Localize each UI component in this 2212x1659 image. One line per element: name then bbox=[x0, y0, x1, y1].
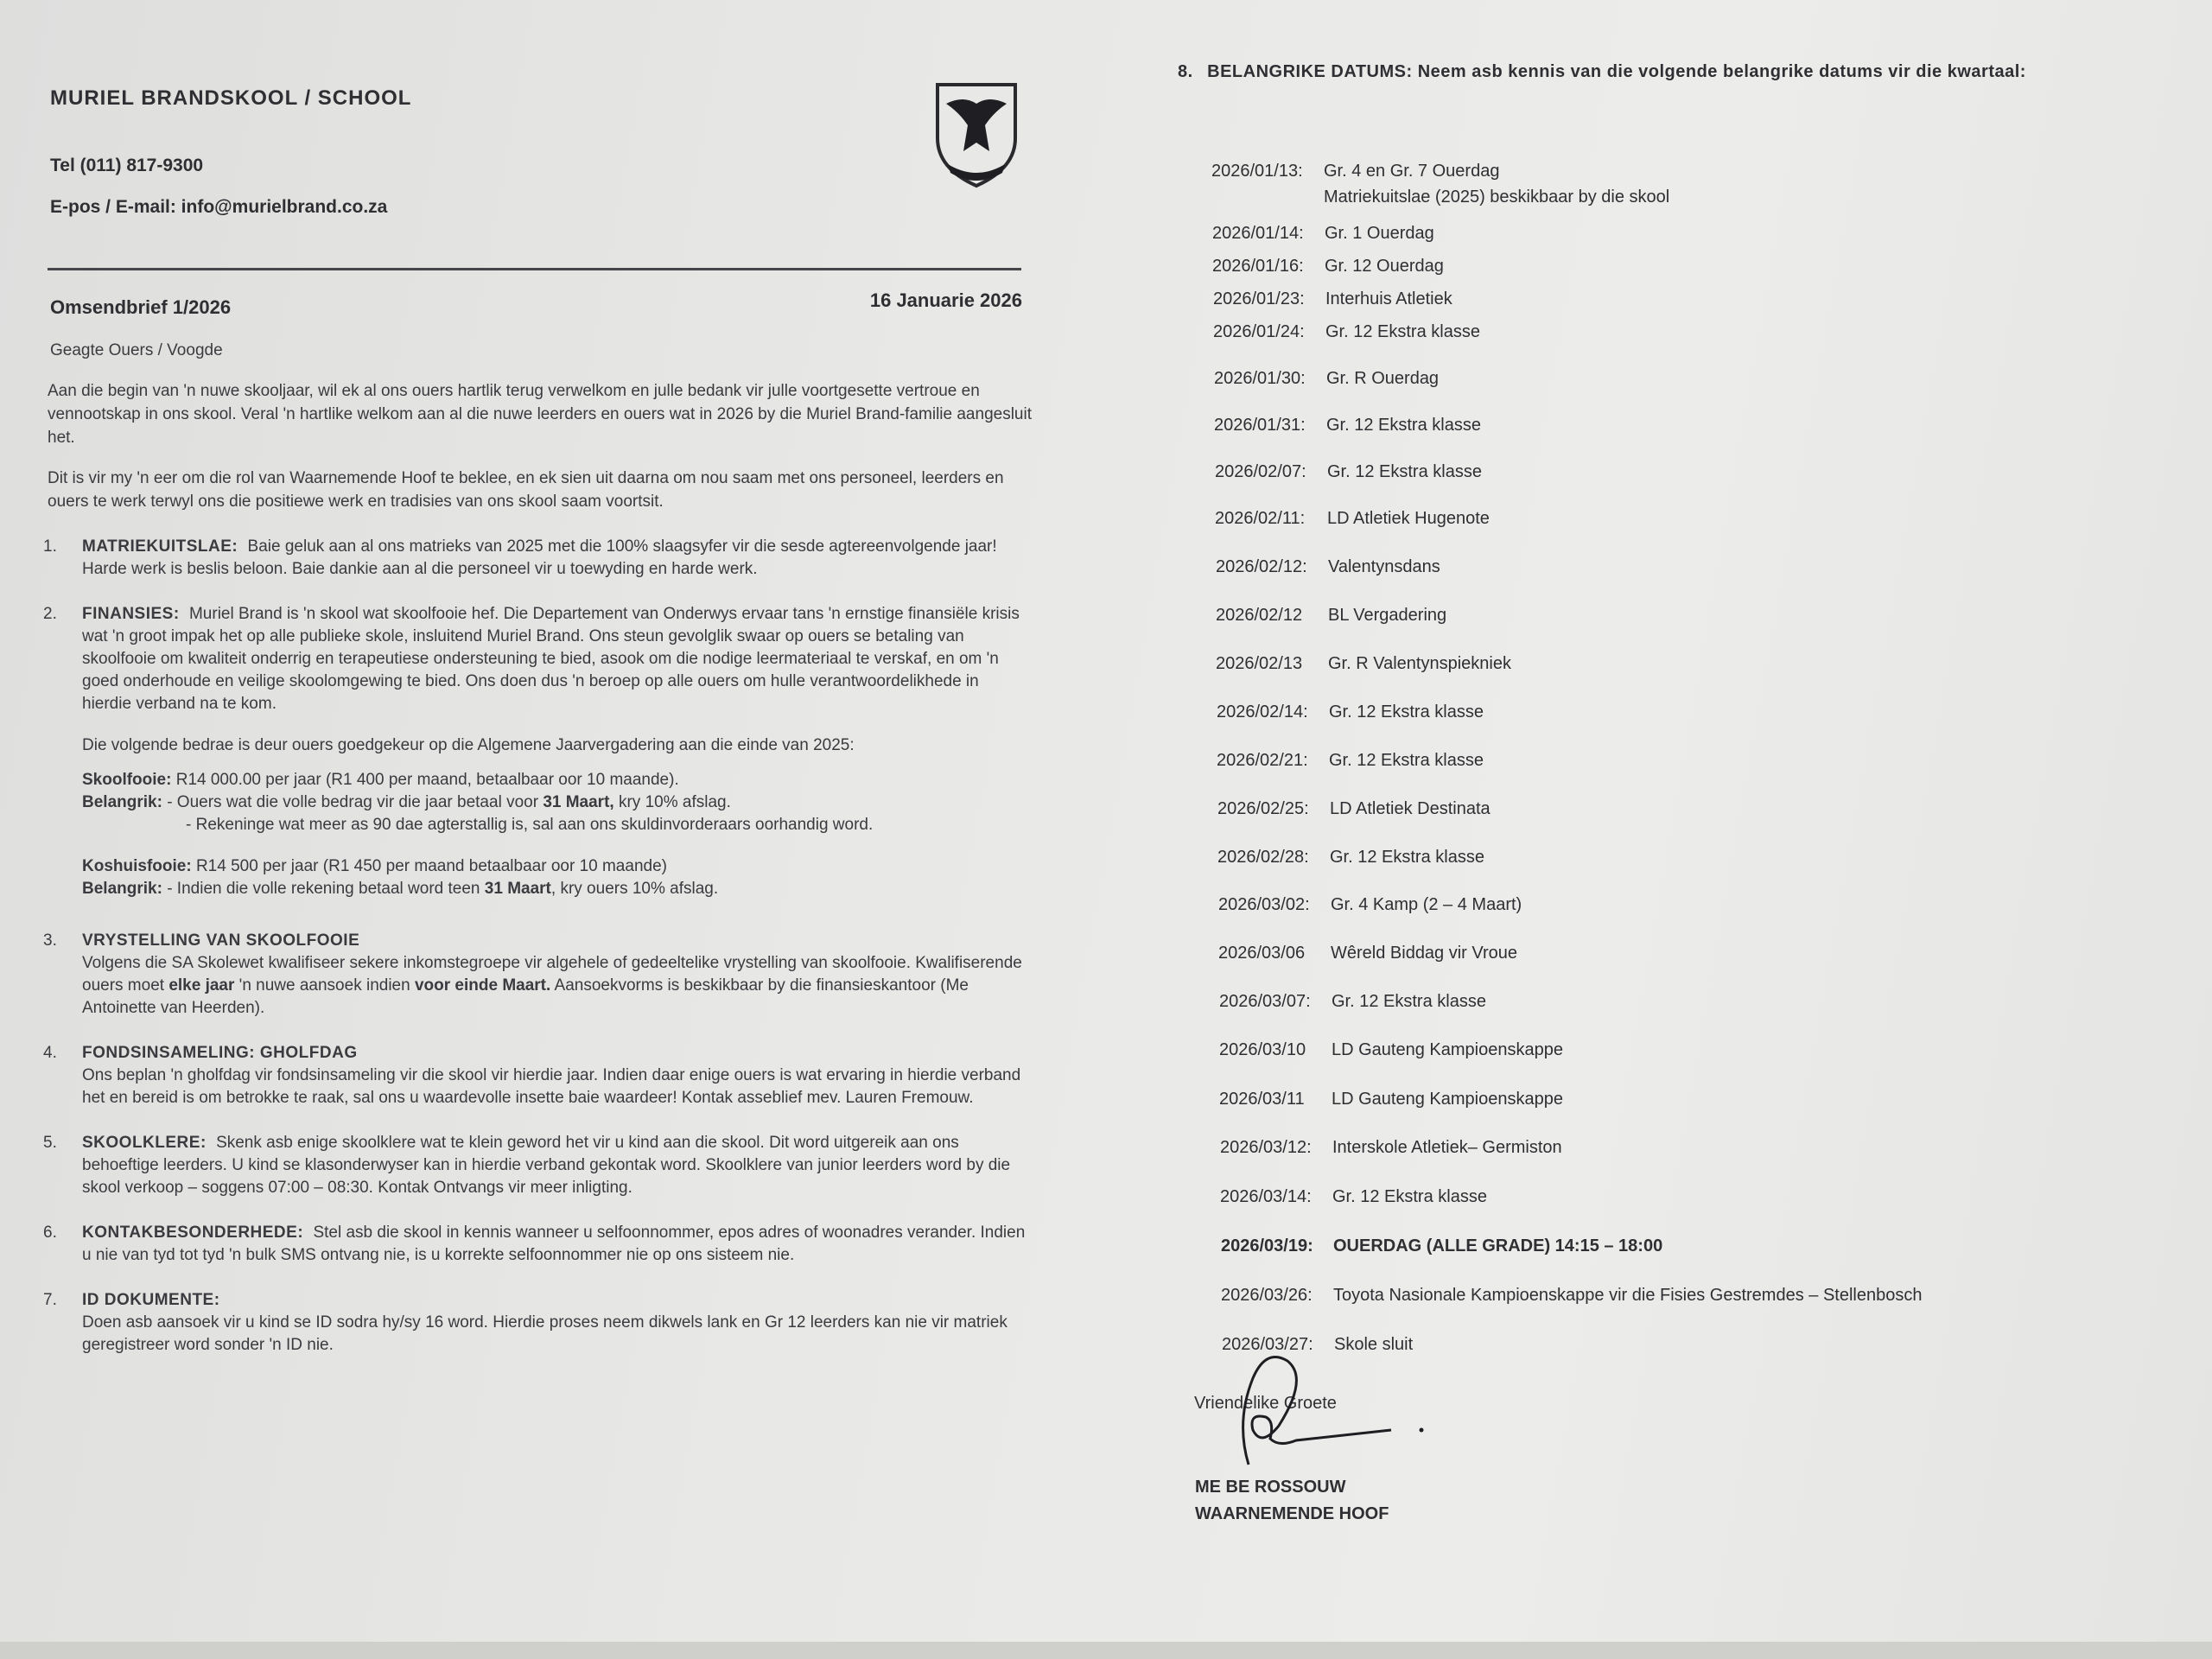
section-finansies bbox=[43, 603, 1033, 900]
section-heading: FINANSIES: bbox=[82, 605, 180, 623]
closing: Vriendelike Groete bbox=[1194, 1394, 1337, 1413]
section-heading: MATRIEKUITSLAE: bbox=[82, 537, 238, 556]
date-event: Gr. R Ouerdag bbox=[1326, 369, 1440, 388]
date-event: Gr. 12 Ekstra klasse bbox=[1329, 702, 1484, 721]
school-fee-value: R14 000.00 per jaar (R1 400 per maand, betaalbaar oor 10 maande). bbox=[175, 771, 679, 789]
fees-intro: Die volgende bedrae is deur ouers goedgekeur op die Algemene Jaarvergadering aan die einde van 2025: bbox=[82, 736, 855, 754]
date-event: Gr. 12 Ekstra klasse bbox=[1332, 1187, 1487, 1206]
date-event: LD Gauteng Kampioenskappe bbox=[1332, 1040, 1563, 1059]
hostel-fee-label: Koshuisfooie: bbox=[82, 857, 192, 875]
date-event: BL Vergadering bbox=[1328, 606, 1447, 625]
section-heading: VRYSTELLING VAN SKOOLFOOIE bbox=[82, 931, 360, 950]
section-text: Ons beplan 'n gholfdag vir fondsinsameling vir die skool vir hierdie jaar. Indien daar enige ouers is wat ervaring in hierdie verband het en bereid is om betrokke te raak, sal ons u waardevolle insette baie waardeer! Kontak asseblief mev. Lauren Fremouw. bbox=[82, 1066, 1021, 1107]
email-address: E-pos / E-mail: info@murielbrand.co.za bbox=[50, 197, 388, 217]
date-value: 2026/03/11 bbox=[1219, 1090, 1305, 1109]
date-value: 2026/01/31: bbox=[1214, 416, 1306, 435]
handwritten-signature bbox=[1227, 1344, 1434, 1473]
date-value: 2026/03/19: bbox=[1221, 1236, 1313, 1255]
hostel-important-end: , kry ouers 10% afslag. bbox=[550, 880, 719, 898]
date-value: 2026/01/14: bbox=[1212, 224, 1304, 243]
section-text: Doen asb aansoek vir u kind se ID sodra hy/sy 16 word. Hierdie proses neem dikwels lank en Gr 12 leerders kan nie vir matriek geregistreer word sonder 'n ID nie. bbox=[82, 1313, 1007, 1354]
section-number: 2. bbox=[43, 605, 57, 623]
date-event: Gr. 4 en Gr. 7 Ouerdag bbox=[1324, 162, 1500, 181]
greeting: Geagte Ouers / Voogde bbox=[50, 341, 223, 359]
date-event: Interhuis Atletiek bbox=[1325, 289, 1452, 308]
intro-paragraph-2: Dit is vir my 'n eer om die rol van Waarnemende Hoof te beklee, en ek sien uit daarna om nou saam met ons personeel, leerders en ouers te werk terwyl ons die positiewe werk en tradisies van ons skool saam voortsit. bbox=[48, 469, 1004, 511]
date-event: Matriekuitslae (2025) beskikbaar by die skool bbox=[1324, 188, 1670, 207]
intro-paragraph: Aan die begin van 'n nuwe skooljaar, wil ek al ons ouers hartlik terug verwelkom en julle bedank vir julle voortgesette vertroue en vennootskap in ons skool. Veral 'n hartlike welkom aan al die nuwe leerders en ouers wat in 2026 by die Muriel Brand-familie aangesluit het. bbox=[48, 382, 1032, 447]
dates-title: BELANGRIKE DATUMS: Neem asb kennis van die volgende belangrike datums vir die kwartaal: bbox=[1207, 62, 2026, 81]
section-text: Volgens die SA Skolewet kwalifiseer sekere inkomstegroepe vir algehele of gedeeltelike vrystelling van skoolfooie. Kwalifiserende ouers moet bbox=[82, 954, 1022, 995]
header-divider bbox=[48, 268, 1021, 270]
section-number: 8. bbox=[1178, 62, 1193, 81]
date-value: 2026/03/14: bbox=[1220, 1187, 1312, 1206]
hostel-fee bbox=[82, 855, 1033, 900]
section-number: 5. bbox=[43, 1134, 57, 1152]
section-id-dokumente bbox=[43, 1289, 1033, 1357]
section-heading: ID DOKUMENTE: bbox=[82, 1291, 220, 1309]
section-text: Stel asb die skool in kennis wanneer u selfoonnommer, epos adres of woonadres verander. Indien u nie van tyd tot tyd 'n bulk SMS ontvang nie, is u korrekte selfoonnommer nie op ons sisteem nie. bbox=[82, 1224, 1026, 1264]
date-value: 2026/03/02: bbox=[1218, 895, 1310, 914]
important-deadline: 31 Maart, bbox=[543, 793, 614, 811]
date-value: 2026/03/07: bbox=[1219, 992, 1311, 1011]
section-text-3: Aansoekvorms is beskikbaar by die finansieskantoor (Me Antoinette van Heerden). bbox=[82, 976, 969, 1017]
section-text-2: 'n nuwe aansoek indien bbox=[234, 976, 415, 995]
date-event: LD Atletiek Hugenote bbox=[1327, 509, 1490, 528]
date-value: 2026/02/21: bbox=[1217, 751, 1308, 770]
section-heading: FONDSINSAMELING: GHOLFDAG bbox=[82, 1044, 358, 1062]
date-value: 2026/02/11: bbox=[1215, 509, 1306, 528]
section-heading: SKOOLKLERE: bbox=[82, 1134, 207, 1152]
section-number: 3. bbox=[43, 931, 57, 950]
hostel-fee-value: R14 500 per jaar (R1 450 per maand betaalbaar oor 10 maande) bbox=[195, 857, 667, 875]
important-label: Belangrik: bbox=[82, 880, 162, 898]
school-name: MURIEL BRANDSKOOL / SCHOOL bbox=[50, 86, 412, 110]
dates-heading bbox=[1175, 62, 2169, 82]
date-value: 2026/02/28: bbox=[1217, 848, 1309, 867]
date-event: Gr. 4 Kamp (2 – 4 Maart) bbox=[1331, 895, 1522, 914]
important-arrears: - Rekeninge wat meer as 90 dae agterstallig is, sal aan ons skuldinvorderaars oorhandig word. bbox=[186, 816, 874, 834]
signatory-name: ME BE ROSSOUW bbox=[1195, 1478, 1346, 1497]
date-event: Valentynsdans bbox=[1328, 557, 1440, 576]
date-value: 2026/02/12 bbox=[1216, 606, 1303, 625]
section-matriekuitslae bbox=[43, 536, 1033, 581]
date-event: Gr. 12 Ekstra klasse bbox=[1329, 751, 1484, 770]
date-value: 2026/03/06 bbox=[1218, 944, 1306, 963]
section-text: Muriel Brand is 'n skool wat skoolfooie hef. Die Departement van Onderwys ervaar tans 'n ernstige finansiële krisis wat 'n groot impak het op alle publieke skole, insluitend Muriel Brand. Ons steun gevolglik swaar op ouers se betaling van skoolfooie om kwaliteit onderrig en terapeutiese ondersteuning te bied, asook om die nodige leermateriaal te verskaf, en om 'n goed onderhoude en veilige skoolomgewing te bied. Ons doen dus 'n beroep op alle ouers om hulle verantwoordelikhede in hierdie verband na te kom. bbox=[82, 605, 1020, 713]
date-event: Gr. 12 Ekstra klasse bbox=[1326, 416, 1481, 435]
section-text: Baie geluk aan al ons matrieks van 2025 met die 100% slaagsyfer vir die sesde agtereenvolgende jaar! Harde werk is beslis beloon. Baie dankie aan al die personeel vir u toewyding en harde werk. bbox=[82, 537, 997, 578]
date-event: Interskole Atletiek– Germiston bbox=[1332, 1138, 1562, 1157]
date-event: Gr. 12 Ekstra klasse bbox=[1330, 848, 1484, 867]
section-skoolklere bbox=[43, 1132, 1033, 1199]
date-event: Gr. 12 Ekstra klasse bbox=[1332, 992, 1486, 1011]
date-value: 2026/01/30: bbox=[1214, 369, 1306, 388]
date-value: 2026/02/25: bbox=[1217, 799, 1309, 818]
date-event: Gr. 12 Ekstra klasse bbox=[1325, 322, 1480, 341]
date-value: 2026/03/27: bbox=[1222, 1335, 1313, 1354]
section-emphasis: elke jaar bbox=[168, 976, 235, 995]
hostel-important-text: - Indien die volle rekening betaal word teen bbox=[167, 880, 485, 898]
section-text: Skenk asb enige skoolklere wat te klein geword het vir u kind aan die skool. Dit word uitgereik aan ons behoeftige leerders. U kind se klasonderwyser kan in hierdie verband gekontak word. Skoolklere van junior leerders word by die skool verkoop – soggens 07:00 – 08:30. Kontak Ontvangs vir meer inligting. bbox=[82, 1134, 1011, 1197]
important-text: - Ouers wat die volle bedrag vir die jaar betaal voor bbox=[167, 793, 543, 811]
date-value: 2026/01/23: bbox=[1213, 289, 1305, 308]
date-value: 2026/02/13 bbox=[1216, 654, 1303, 673]
school-fee-label: Skoolfooie: bbox=[82, 771, 172, 789]
date-value: 2026/01/16: bbox=[1212, 257, 1304, 276]
date-value: 2026/03/10 bbox=[1219, 1040, 1306, 1059]
important-text-end: kry 10% afslag. bbox=[613, 793, 731, 811]
date-value: 2026/03/26: bbox=[1221, 1286, 1313, 1305]
important-label: Belangrik: bbox=[82, 793, 162, 811]
date-event: Gr. 12 Ouerdag bbox=[1325, 257, 1444, 276]
section-heading: KONTAKBESONDERHEDE: bbox=[82, 1224, 304, 1242]
date-value: 2026/01/24: bbox=[1213, 322, 1305, 341]
hostel-deadline: 31 Maart bbox=[484, 880, 551, 898]
date-event: Toyota Nasionale Kampioenskappe vir die Fisies Gestremdes – Stellenbosch bbox=[1333, 1286, 1923, 1305]
date-value: 2026/02/12: bbox=[1216, 557, 1307, 576]
date-value: 2026/02/07: bbox=[1215, 462, 1306, 481]
section-number: 7. bbox=[43, 1291, 57, 1309]
date-event: Gr. R Valentynspiekniek bbox=[1328, 654, 1511, 673]
phone-number: Tel (011) 817-9300 bbox=[50, 156, 204, 175]
circular-number: Omsendbrief 1/2026 bbox=[50, 296, 232, 318]
section-number: 1. bbox=[43, 537, 57, 556]
section-deadline: voor einde Maart. bbox=[414, 976, 551, 995]
right-column bbox=[1175, 62, 2169, 1354]
section-fondsinsameling bbox=[43, 1042, 1033, 1109]
signatory-role: WAARNEMENDE HOOF bbox=[1195, 1504, 1389, 1523]
date-value: 2026/01/13: bbox=[1211, 162, 1303, 181]
date-event: Wêreld Biddag vir Vroue bbox=[1331, 944, 1518, 963]
school-crest-icon bbox=[929, 78, 1024, 190]
date-value: 2026/02/14: bbox=[1217, 702, 1308, 721]
school-fee bbox=[82, 769, 1033, 836]
section-vrystelling bbox=[43, 930, 1033, 1020]
section-number: 4. bbox=[43, 1044, 57, 1062]
date-event: LD Gauteng Kampioenskappe bbox=[1332, 1090, 1563, 1109]
date-event: OUERDAG (ALLE GRADE) 14:15 – 18:00 bbox=[1333, 1236, 1663, 1255]
date-event: Skole sluit bbox=[1334, 1335, 1414, 1354]
date-event: LD Atletiek Destinata bbox=[1330, 799, 1491, 818]
date-value: 2026/03/12: bbox=[1220, 1138, 1312, 1157]
date-event: Gr. 12 Ekstra klasse bbox=[1327, 462, 1482, 481]
section-kontakbesonderhede bbox=[43, 1222, 1033, 1267]
left-column bbox=[43, 78, 1033, 1357]
letter-date: 16 Januarie 2026 bbox=[869, 289, 1022, 311]
section-number: 6. bbox=[43, 1224, 57, 1242]
date-event: Gr. 1 Ouerdag bbox=[1325, 224, 1434, 243]
